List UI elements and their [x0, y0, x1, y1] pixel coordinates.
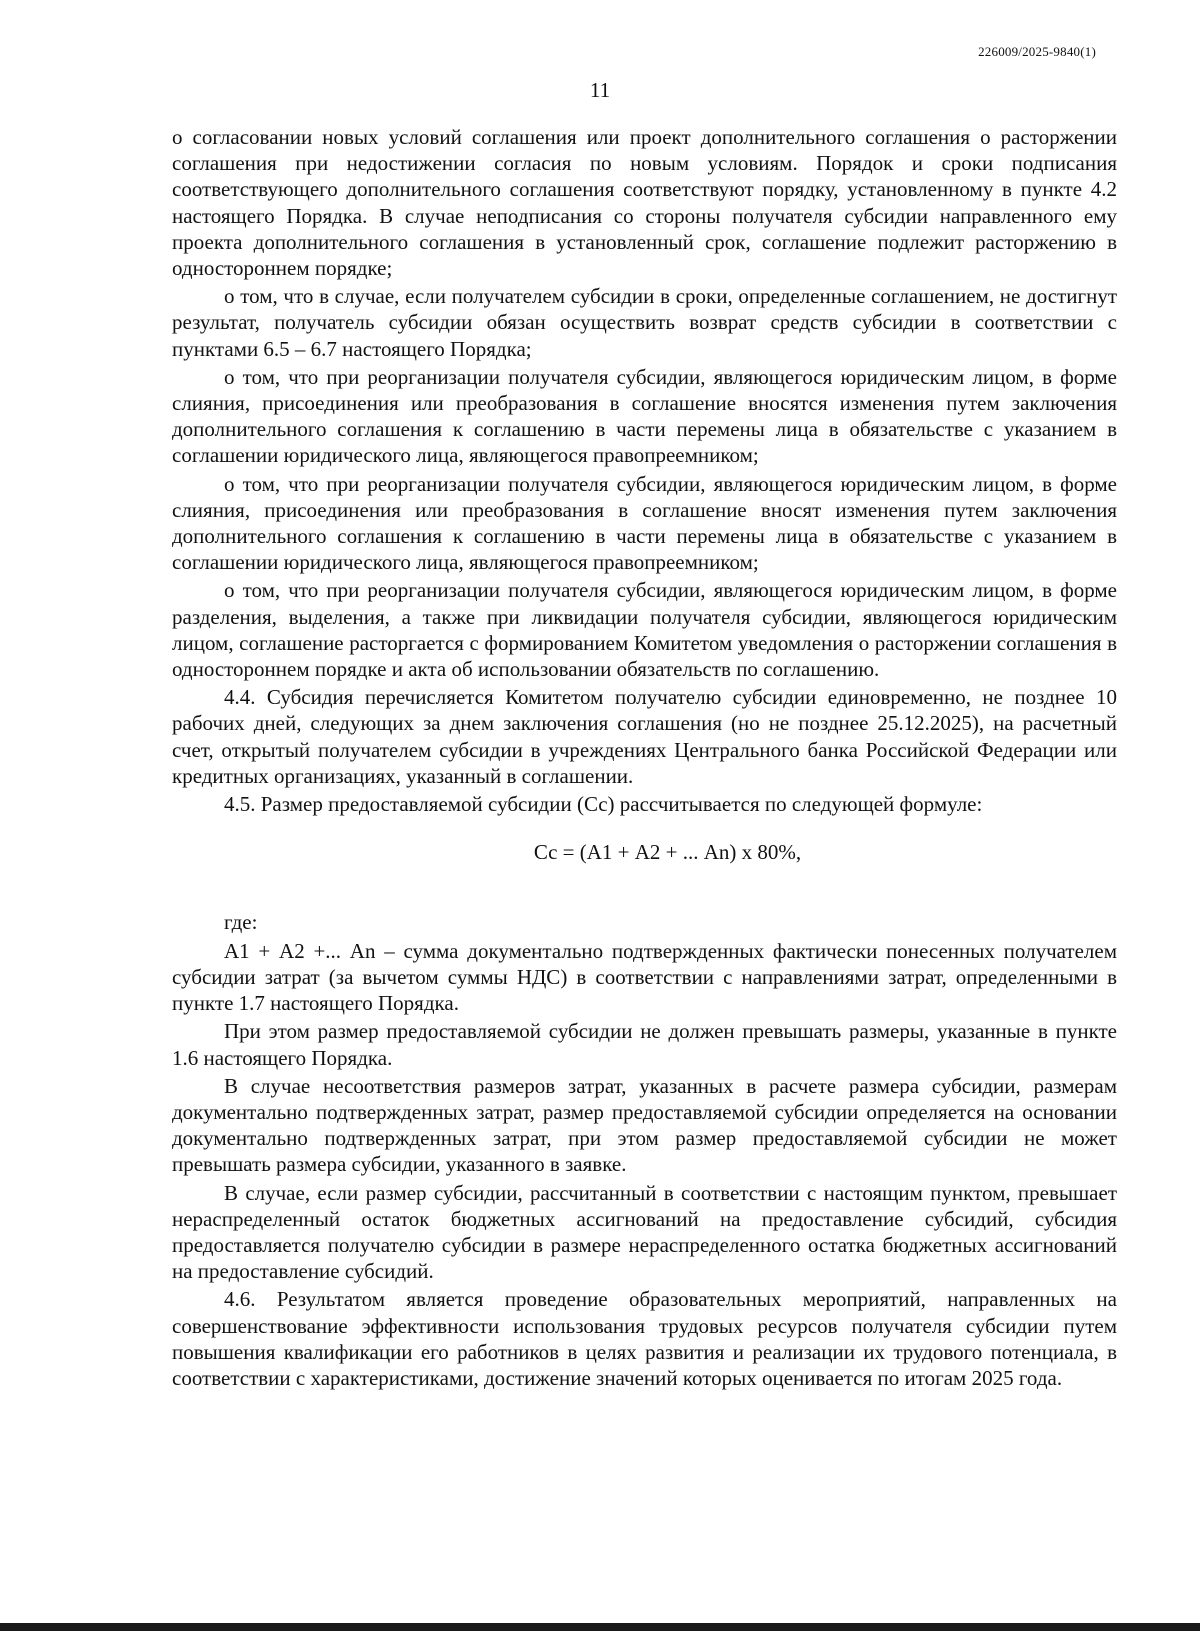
- paragraph: При этом размер предоставляемой субсидии не должен превышать размеры, указанные в пункте 1.6 настоящего Порядка.: [172, 1019, 1117, 1070]
- where-label: где:: [224, 910, 258, 935]
- paragraph-4-5: 4.5. Размер предоставляемой субсидии (Сс) рассчитывается по следующей формуле:: [224, 792, 983, 817]
- paragraph: о согласовании новых условий соглашения или проект дополнительного соглашения о расторжении соглашения при недостижении согласия по новым условиям. Порядок и сроки подписания соответствующего дополнительного соглашения соответствуют порядку, установленному в пункте 4.2 настоящего Порядка. В случае неподписания со стороны получателя субсидии направленного ему проекта дополнительного соглашения в установленный срок, соглашение подлежит расторжению в одностороннем порядке;: [172, 125, 1117, 281]
- page-number: 11: [589, 78, 611, 102]
- paragraph: А1 + А2 +... Аn – сумма документально подтвержденных фактически понесенных получателем субсидии затрат (за вычетом суммы НДС) в соответствии с направлениями затрат, определенными в пункте 1.7 настоящего Порядка.: [172, 938, 1117, 1016]
- paragraph: В случае несоответствия размеров затрат, указанных в расчете размера субсидии, размерам документально подтвержденных затрат, размер предоставляемой субсидии определяется на основании документально подтвержденных затрат, при этом размер предоставляемой субсидии не может превышать размера субсидии, указанного в заявке.: [172, 1073, 1117, 1177]
- paragraph: о том, что при реорганизации получателя субсидии, являющегося юридическим лицом, в форме разделения, выделения, а также при ликвидации получателя субсидии, являющегося юридическим лицом, соглашение расторгается с формированием Комитетом уведомления о расторжении соглашения в одностороннем порядке и акта об использовании обязательств по соглашению.: [172, 578, 1117, 682]
- paragraph: В случае, если размер субсидии, рассчитанный в соответствии с настоящим пунктом, превышает нераспределенный остаток бюджетных ассигнований на предоставление субсидий, субсидия предоставляется получателю субсидии в размере нераспределенного остатка бюджетных ассигнований на предоставление субсидий.: [172, 1180, 1117, 1284]
- subsidy-formula: Сс = (А1 + А2 + ... Аn) х 80%,: [533, 840, 802, 865]
- paragraph-4-4: 4.4. Субсидия перечисляется Комитетом получателю субсидии единовременно, не позднее 10 рабочих дней, следующих за днем заключения соглашения (но не позднее 25.12.2025), на расчетный счет, открытый получателем субсидии в учреждениях Центрального банка Российской Федерации или кредитных организациях, указанный в соглашении.: [172, 685, 1117, 788]
- paragraph-4-6: 4.6. Результатом является проведение образовательных мероприятий, направленных на совершенствование эффективности использования трудовых ресурсов получателя субсидии путем повышения квалификации его работников в целях развития и реализации их трудового потенциала, в соответствии с характеристиками, достижение значений которых оценивается по итогам 2025 года.: [172, 1287, 1117, 1390]
- paragraph: о том, что при реорганизации получателя субсидии, являющегося юридическим лицом, в форме слияния, присоединения или преобразования в соглашение вносятся изменения путем заключения дополнительного соглашения к соглашению в части перемены лица в обязательстве с указанием в соглашении юридического лица, являющегося правопреемником;: [172, 364, 1117, 468]
- paragraph: о том, что в случае, если получателем субсидии в сроки, определенные соглашением, не достигнут результат, получатель субсидии обязан осуществить возврат средств субсидии в соответствии с пунктами 6.5 – 6.7 настоящего Порядка;: [172, 284, 1117, 361]
- document-id: 226009/2025-9840(1): [978, 44, 1096, 59]
- scan-bottom-edge: [0, 1623, 1200, 1631]
- paragraph: о том, что при реорганизации получателя субсидии, являющегося юридическим лицом, в форме слияния, присоединения или преобразования в соглашение вносят изменения путем заключения дополнительного соглашения к соглашению в части перемены лица в обязательстве с указанием в соглашении юридического лица, являющегося правопреемником;: [172, 471, 1117, 575]
- document-body: [172, 124, 1117, 1393]
